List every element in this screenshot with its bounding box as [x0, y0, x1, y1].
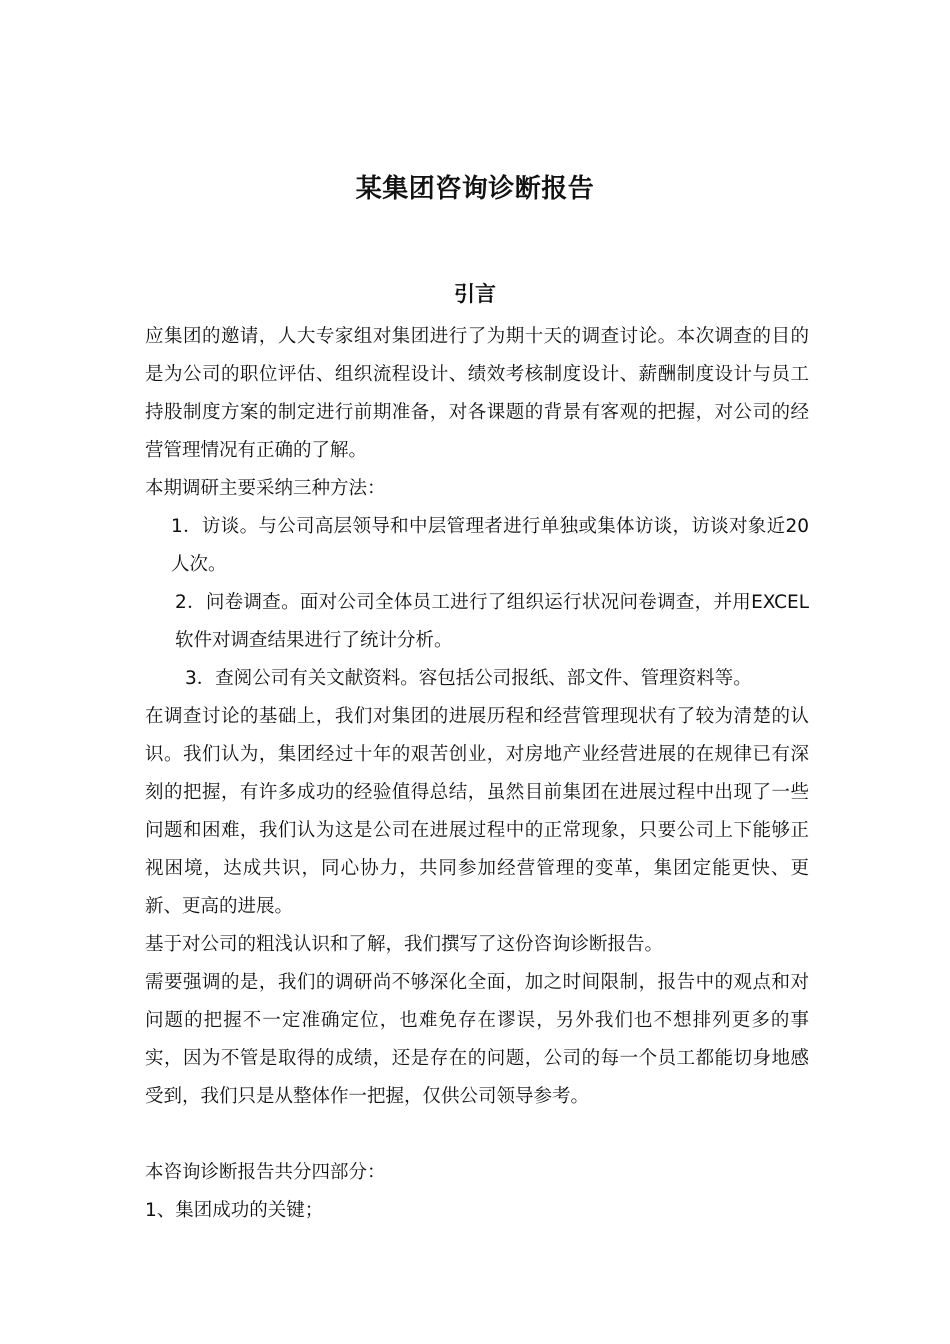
paragraph-methods-intro: 本期调研主要采纳三种方法：	[145, 478, 386, 499]
section-heading: 引言	[454, 282, 496, 306]
paragraph-invitation: 应集团的邀请，人大专家组对集团进行了为期十天的调查讨论。本次调查的目的是为公司的职位评估、组织流程设计、绩效考核制度设计、薪酬制度设计与员工持股制度方案的制定进行前期准备，对各课题的背景有客观的把握，对公司的经营管理情况有正确的了解。	[145, 326, 809, 461]
paragraph-method-interview: 1．访谈。与公司高层领导和中层管理者进行单独或集体访谈，访谈对象近20 人次。	[171, 516, 809, 575]
document-title: 某集团咨询诊断报告	[355, 174, 595, 204]
paragraph-method-documents: 3．查阅公司有关文献资料。容包括公司报纸、部文件、管理资料等。	[185, 668, 752, 689]
paragraph-report-basis: 基于对公司的粗浅认识和了解，我们撰写了这份咨询诊断报告。	[145, 934, 664, 955]
paragraph-findings: 在调查讨论的基础上，我们对集团的进展历程和经营管理现状有了较为清楚的认识。我们认为，集团经过十年的艰苦创业，对房地产业经营进展的在规律已有深刻的把握，有许多成功的经验值得总结，虽然目前集团在进展过程中出现了一些问题和困难，我们认为这是公司在进展过程中的正常现象，只要公司上下能够正视困境，达成共识，同心协力，共同参加经营管理的变革，集团定能更快、更新、更高的进展。	[145, 706, 809, 917]
list-item-part-1: 1、集团成功的关键；	[145, 1200, 324, 1221]
paragraph-method-survey: 2．问卷调查。面对公司全体员工进行了组织运行状况问卷调查，并用EXCEL 软件对调查结果进行了统计分析。	[175, 592, 809, 651]
paragraph-disclaimer: 需要强调的是，我们的调研尚不够深化全面，加之时间限制，报告中的观点和对问题的把握不一定准确定位，也难免存在谬误，另外我们也不想排列更多的事实，因为不管是取得的成绩，还是存在的问题，公司的每一个员工都能切身地感受到，我们只是从整体作一把握，仅供公司领导参考。	[145, 972, 809, 1107]
document-body	[145, 318, 809, 1230]
paragraph-structure-intro: 本咨询诊断报告共分四部分：	[145, 1162, 386, 1183]
blank-line	[145, 1116, 809, 1154]
